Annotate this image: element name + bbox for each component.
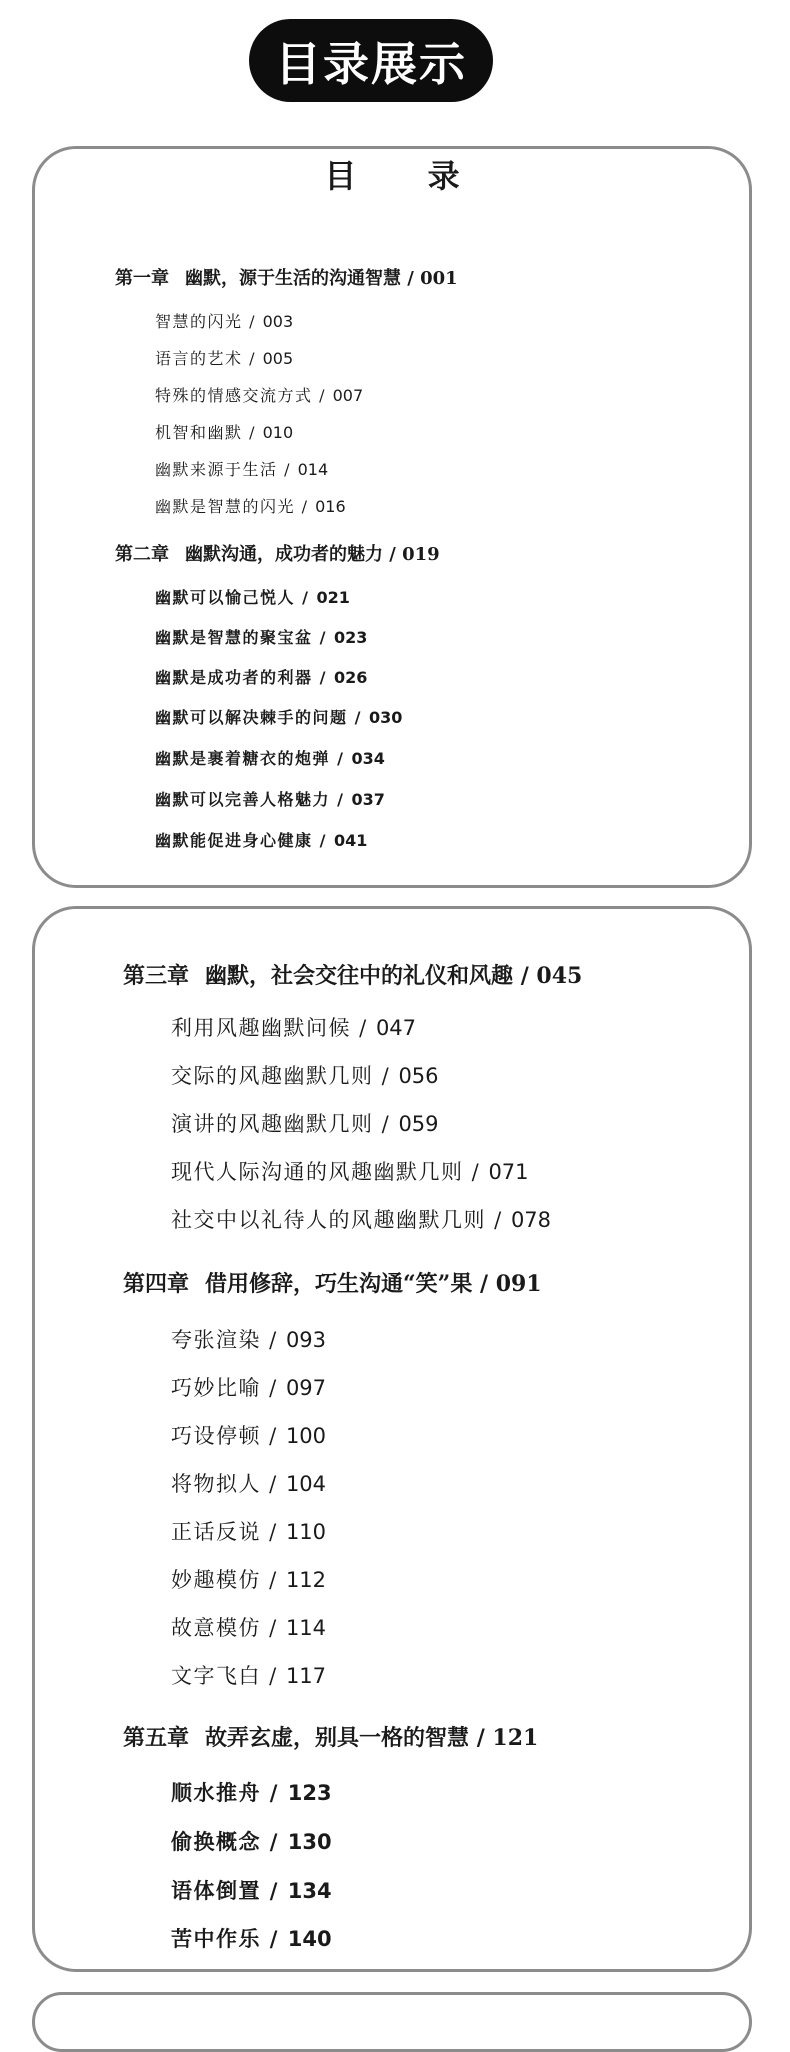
chapter-number: 第二章 xyxy=(115,544,169,565)
chapter-1: 第一章 幽默，源于生活的沟通智慧 / 001 xyxy=(115,268,458,289)
section-item: 幽默是成功者的利器 / 026 xyxy=(155,668,368,687)
chapter-title: 借用修辞，巧生沟通“笑”果 xyxy=(205,1271,473,1297)
section-item: 文字飞白 / 117 xyxy=(171,1664,327,1688)
section-item: 正话反说 / 110 xyxy=(171,1520,327,1544)
chapter-page: 091 xyxy=(495,1271,542,1297)
chapter-title: 幽默沟通，成功者的魅力 xyxy=(185,544,383,565)
toc-card-3 xyxy=(32,1992,752,2052)
section-item: 幽默是智慧的聚宝盆 / 023 xyxy=(155,628,368,647)
section-item: 特殊的情感交流方式 / 007 xyxy=(155,386,364,405)
chapter-number: 第三章 xyxy=(123,963,190,989)
section-item: 夸张渲染 / 093 xyxy=(171,1328,327,1352)
chapter-4: 第四章 借用修辞，巧生沟通“笑”果 / 091 xyxy=(123,1271,542,1297)
section-item: 偷换概念 / 130 xyxy=(171,1829,332,1854)
chapter-number: 第五章 xyxy=(123,1725,190,1751)
chapter-page: 019 xyxy=(402,544,440,565)
toc-heading: 目 录 xyxy=(324,157,490,195)
section-item: 顺水推舟 / 123 xyxy=(171,1780,332,1805)
section-item: 机智和幽默 / 010 xyxy=(155,423,294,442)
section-item: 将物拟人 / 104 xyxy=(171,1472,327,1496)
chapter-page: 121 xyxy=(492,1725,539,1751)
section-item: 妙趣模仿 / 112 xyxy=(171,1568,327,1592)
page-title: 目录展示 xyxy=(275,36,467,91)
chapter-5: 第五章 故弄玄虚，别具一格的智慧 / 121 xyxy=(123,1725,539,1751)
section-item: 交际的风趣幽默几则 / 056 xyxy=(171,1064,439,1088)
chapter-page: 045 xyxy=(536,963,583,989)
section-item: 演讲的风趣幽默几则 / 059 xyxy=(171,1112,439,1136)
section-item: 幽默可以愉己悦人 / 021 xyxy=(155,588,350,607)
chapter-number: 第一章 xyxy=(115,268,169,289)
chapter-page: 001 xyxy=(420,268,458,289)
chapter-title: 幽默，源于生活的沟通智慧 xyxy=(185,268,401,289)
section-item: 幽默能促进身心健康 / 041 xyxy=(155,831,368,850)
section-item: 现代人际沟通的风趣幽默几则 / 071 xyxy=(171,1160,529,1184)
toc-card-2 xyxy=(32,906,752,1972)
chapter-2: 第二章 幽默沟通，成功者的魅力 / 019 xyxy=(115,544,440,565)
section-item: 巧设停顿 / 100 xyxy=(171,1424,327,1448)
chapter-3: 第三章 幽默，社会交往中的礼仪和风趣 / 045 xyxy=(123,963,583,989)
section-item: 苦中作乐 / 140 xyxy=(171,1926,332,1951)
section-item: 幽默可以完善人格魅力 / 037 xyxy=(155,790,385,809)
section-item: 语体倒置 / 134 xyxy=(171,1878,332,1903)
section-item: 幽默是裹着糖衣的炮弹 / 034 xyxy=(155,749,385,768)
section-item: 故意模仿 / 114 xyxy=(171,1616,327,1640)
section-item: 语言的艺术 / 005 xyxy=(155,349,294,368)
section-item: 幽默可以解决棘手的问题 / 030 xyxy=(155,708,403,727)
section-item: 利用风趣幽默问候 / 047 xyxy=(171,1016,417,1040)
section-item: 巧妙比喻 / 097 xyxy=(171,1376,327,1400)
chapter-title: 故弄玄虚，别具一格的智慧 xyxy=(205,1725,470,1751)
toc-card-1 xyxy=(32,146,752,888)
chapter-number: 第四章 xyxy=(123,1271,190,1297)
chapter-title: 幽默，社会交往中的礼仪和风趣 xyxy=(205,963,514,989)
section-item: 社交中以礼待人的风趣幽默几则 / 078 xyxy=(171,1208,552,1232)
page-title-banner xyxy=(249,19,493,102)
section-item: 幽默来源于生活 / 014 xyxy=(155,460,329,479)
section-item: 智慧的闪光 / 003 xyxy=(155,312,294,331)
section-item: 幽默是智慧的闪光 / 016 xyxy=(155,497,346,516)
